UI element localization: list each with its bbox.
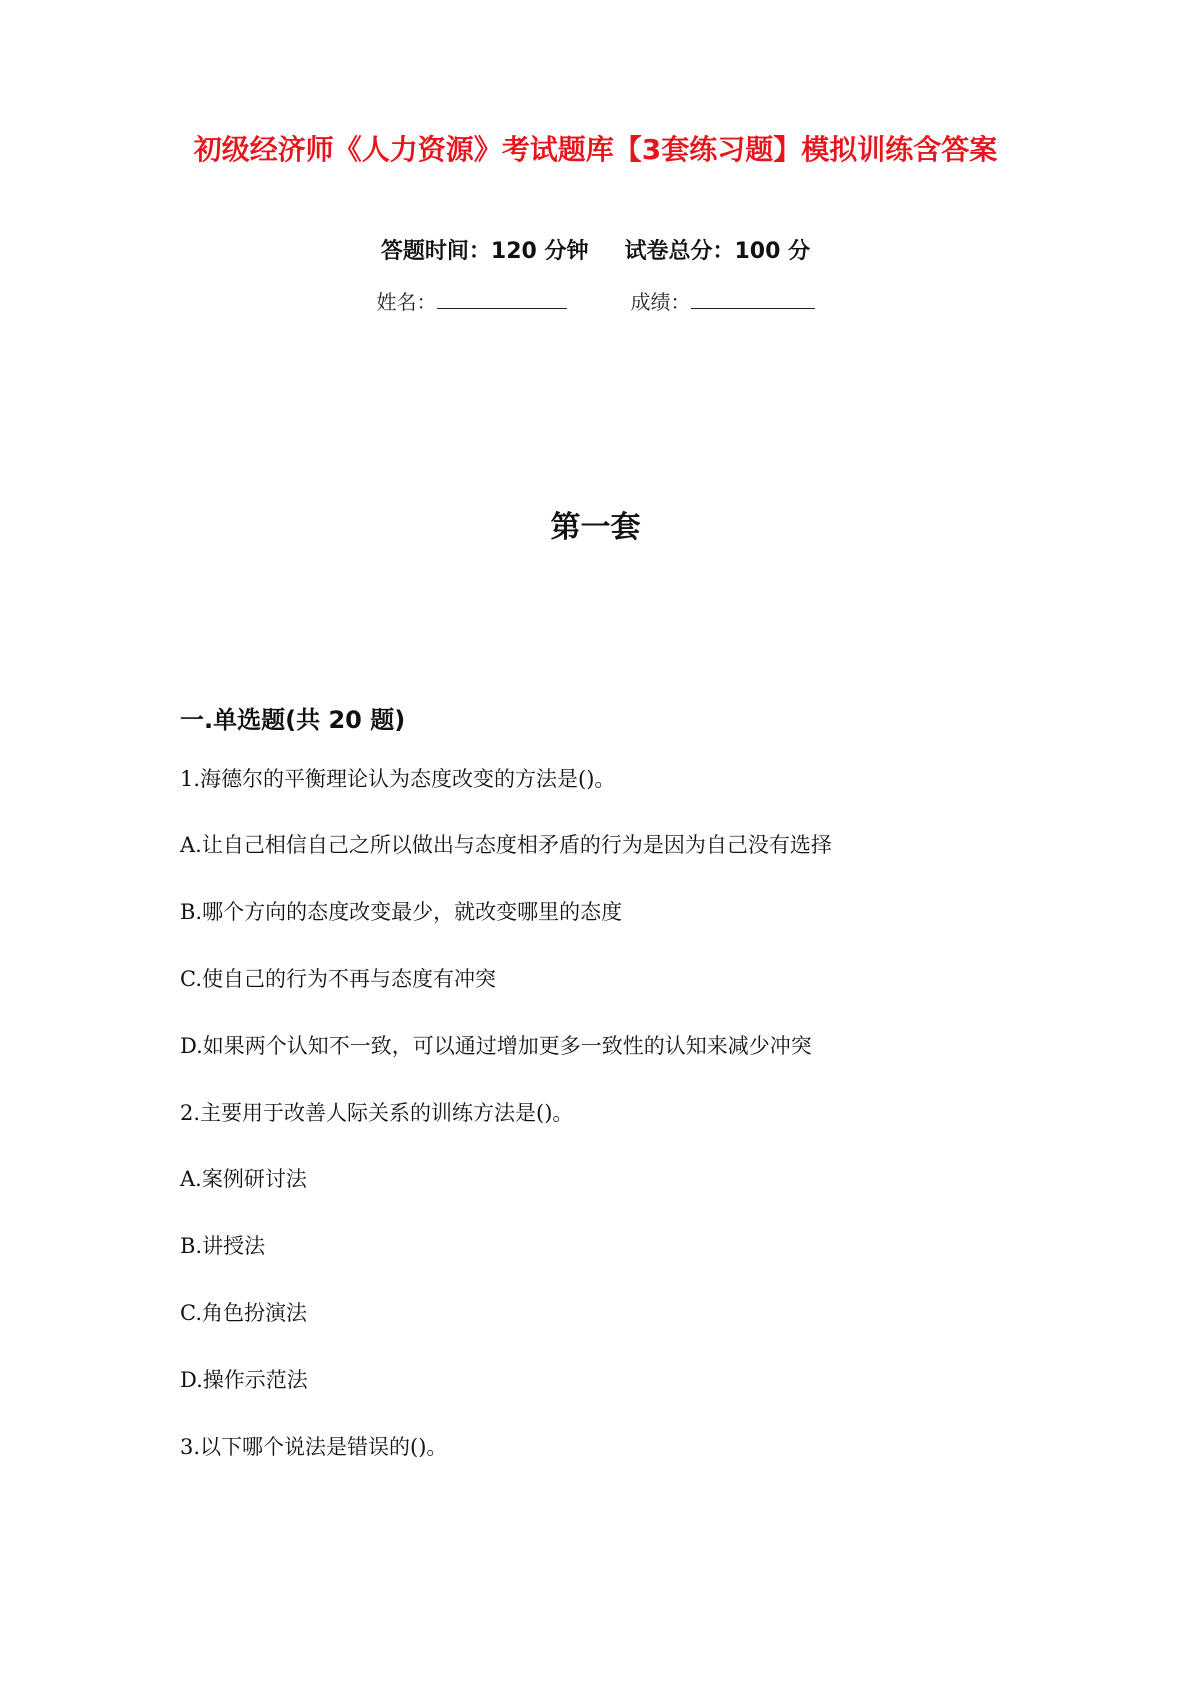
exam-time: 答题时间：120 分钟	[380, 239, 589, 264]
question-option: A.案例研讨法	[180, 1167, 307, 1191]
question-option: C.使自己的行为不再与态度有冲突	[180, 967, 496, 991]
question-stem: 1.海德尔的平衡理论认为态度改变的方法是()。	[180, 767, 616, 791]
exam-meta	[0, 234, 1191, 265]
name-label: 姓名：	[376, 290, 437, 314]
question-option: D.操作示范法	[180, 1368, 308, 1392]
question-stem: 2.主要用于改善人际关系的训练方法是()。	[180, 1101, 574, 1125]
student-info	[0, 286, 1191, 315]
name-blank[interactable]	[437, 290, 567, 309]
set-title: 第一套	[550, 510, 641, 545]
question-stem: 3.以下哪个说法是错误的()。	[180, 1435, 448, 1459]
grade-blank[interactable]	[691, 290, 815, 309]
question-option: B.哪个方向的态度改变最少，就改变哪里的态度	[180, 900, 623, 924]
question-option: A.让自己相信自己之所以做出与态度相矛盾的行为是因为自己没有选择	[180, 833, 832, 857]
question-option: D.如果两个认知不一致，可以通过增加更多一致性的认知来减少冲突	[180, 1034, 812, 1058]
document-title: 初级经济师《人力资源》考试题库【3套练习题】模拟训练含答案	[193, 133, 998, 166]
grade-label: 成绩：	[630, 290, 691, 314]
section-heading: 一.单选题(共 20 题)	[180, 706, 406, 734]
exam-total-score: 试卷总分：100 分	[624, 239, 811, 264]
question-option: B.讲授法	[180, 1234, 266, 1258]
question-option: C.角色扮演法	[180, 1301, 307, 1325]
